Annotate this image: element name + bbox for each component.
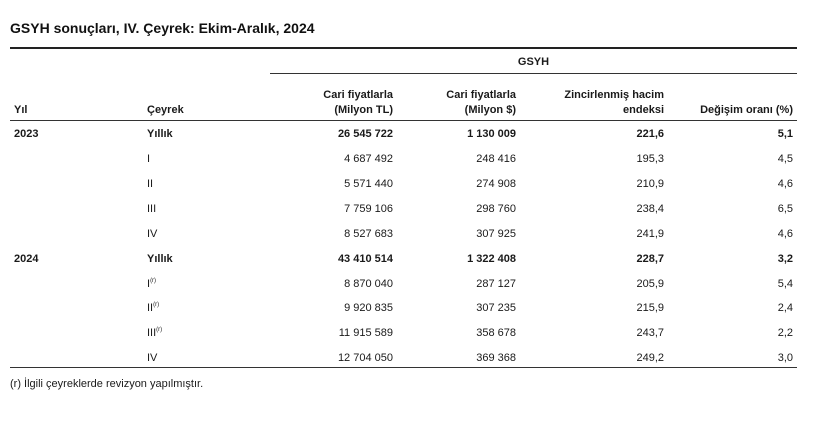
row-quarter: [147, 326, 162, 340]
row-quarter-label: III: [147, 327, 157, 339]
row-quarter-label: I: [147, 153, 151, 165]
row-zincir: 221,6: [636, 128, 664, 140]
row-quarter: [147, 351, 157, 365]
header-cari-tl-line1: Cari fiyatlarla: [323, 89, 393, 101]
row-quarter-label: II: [147, 302, 154, 314]
header-cari-tl-line2: (Milyon TL): [334, 104, 393, 116]
revision-mark: (r): [156, 327, 163, 333]
page-title: GSYH sonuçları, IV. Çeyrek: Ekim-Aralık, 2024: [10, 20, 315, 36]
row-degisim: 5,4: [777, 278, 793, 290]
header-zincir-line1: Zincirlenmiş hacim: [564, 89, 664, 101]
revision-mark: (r): [153, 302, 160, 308]
row-quarter-label: IV: [147, 352, 158, 364]
row-quarter: [147, 301, 159, 315]
gsyh-group-rule: [270, 73, 797, 74]
row-quarter-label: I: [147, 278, 151, 290]
row-degisim: 5,1: [777, 128, 793, 140]
header-quarter: Çeyrek: [147, 104, 184, 116]
row-cari-tl: 43 410 514: [337, 253, 393, 265]
row-cari-tl: 9 920 835: [344, 302, 393, 314]
row-quarter: [147, 127, 173, 141]
row-quarter-label: III: [147, 203, 157, 215]
header-cari-usd-line1: Cari fiyatlarla: [446, 89, 516, 101]
row-quarter: [147, 177, 153, 191]
row-cari-tl: 12 704 050: [337, 352, 393, 364]
row-quarter-label: Yıllık: [147, 128, 173, 140]
row-cari-usd: 307 235: [476, 302, 516, 314]
row-cari-usd: 369 368: [476, 352, 516, 364]
row-cari-tl: 8 527 683: [344, 228, 393, 240]
row-quarter: [147, 152, 150, 166]
row-cari-usd: 248 416: [476, 153, 516, 165]
header-year: Yıl: [14, 104, 28, 116]
row-cari-usd: 358 678: [476, 327, 516, 339]
row-quarter: [147, 227, 157, 241]
row-cari-tl: 7 759 106: [344, 203, 393, 215]
row-zincir: 249,2: [636, 352, 664, 364]
header-cari-tl: [323, 88, 393, 118]
row-zincir: 238,4: [636, 203, 664, 215]
row-quarter-label: II: [147, 178, 154, 190]
footnote: (r) İlgili çeyreklerde revizyon yapılmıştır.: [10, 378, 204, 390]
gsyh-group-header: GSYH: [517, 56, 550, 68]
header-degisim: Değişim oranı (%): [700, 104, 793, 116]
row-zincir: 241,9: [636, 228, 664, 240]
row-degisim: 4,6: [777, 178, 793, 190]
row-cari-tl: 8 870 040: [344, 278, 393, 290]
row-zincir: 195,3: [636, 153, 664, 165]
row-cari-tl: 5 571 440: [344, 178, 393, 190]
header-rule: [10, 120, 797, 121]
header-cari-usd: [446, 88, 516, 118]
row-cari-tl: 26 545 722: [337, 128, 393, 140]
row-cari-usd: 307 925: [476, 228, 516, 240]
row-degisim: 3,0: [777, 352, 793, 364]
row-quarter-label: IV: [147, 228, 158, 240]
bottom-rule: [10, 367, 797, 368]
header-zincir-line2: endeksi: [623, 104, 664, 116]
row-degisim: 2,2: [777, 327, 793, 339]
row-year: 2024: [14, 253, 39, 265]
row-zincir: 243,7: [636, 327, 664, 339]
top-rule: [10, 47, 797, 49]
row-cari-tl: 11 915 589: [338, 327, 393, 339]
header-cari-usd-line2: (Milyon $): [464, 104, 516, 116]
row-zincir: 228,7: [636, 253, 664, 265]
row-zincir: 205,9: [636, 278, 664, 290]
row-quarter: [147, 202, 156, 216]
row-cari-usd: 274 908: [476, 178, 516, 190]
row-cari-usd: 1 322 408: [467, 253, 516, 265]
row-cari-tl: 4 687 492: [344, 153, 393, 165]
row-degisim: 4,6: [777, 228, 793, 240]
row-degisim: 3,2: [777, 253, 793, 265]
row-quarter: [147, 252, 173, 266]
row-quarter: [147, 277, 156, 291]
row-zincir: 215,9: [636, 302, 664, 314]
row-cari-usd: 298 760: [476, 203, 516, 215]
row-zincir: 210,9: [636, 178, 664, 190]
row-year: 2023: [14, 128, 39, 140]
revision-mark: (r): [150, 278, 157, 284]
row-degisim: 4,5: [777, 153, 793, 165]
row-cari-usd: 287 127: [476, 278, 516, 290]
row-degisim: 2,4: [777, 302, 793, 314]
row-cari-usd: 1 130 009: [467, 128, 516, 140]
row-quarter-label: Yıllık: [147, 253, 173, 265]
header-zincir: [564, 88, 664, 118]
row-degisim: 6,5: [777, 203, 793, 215]
